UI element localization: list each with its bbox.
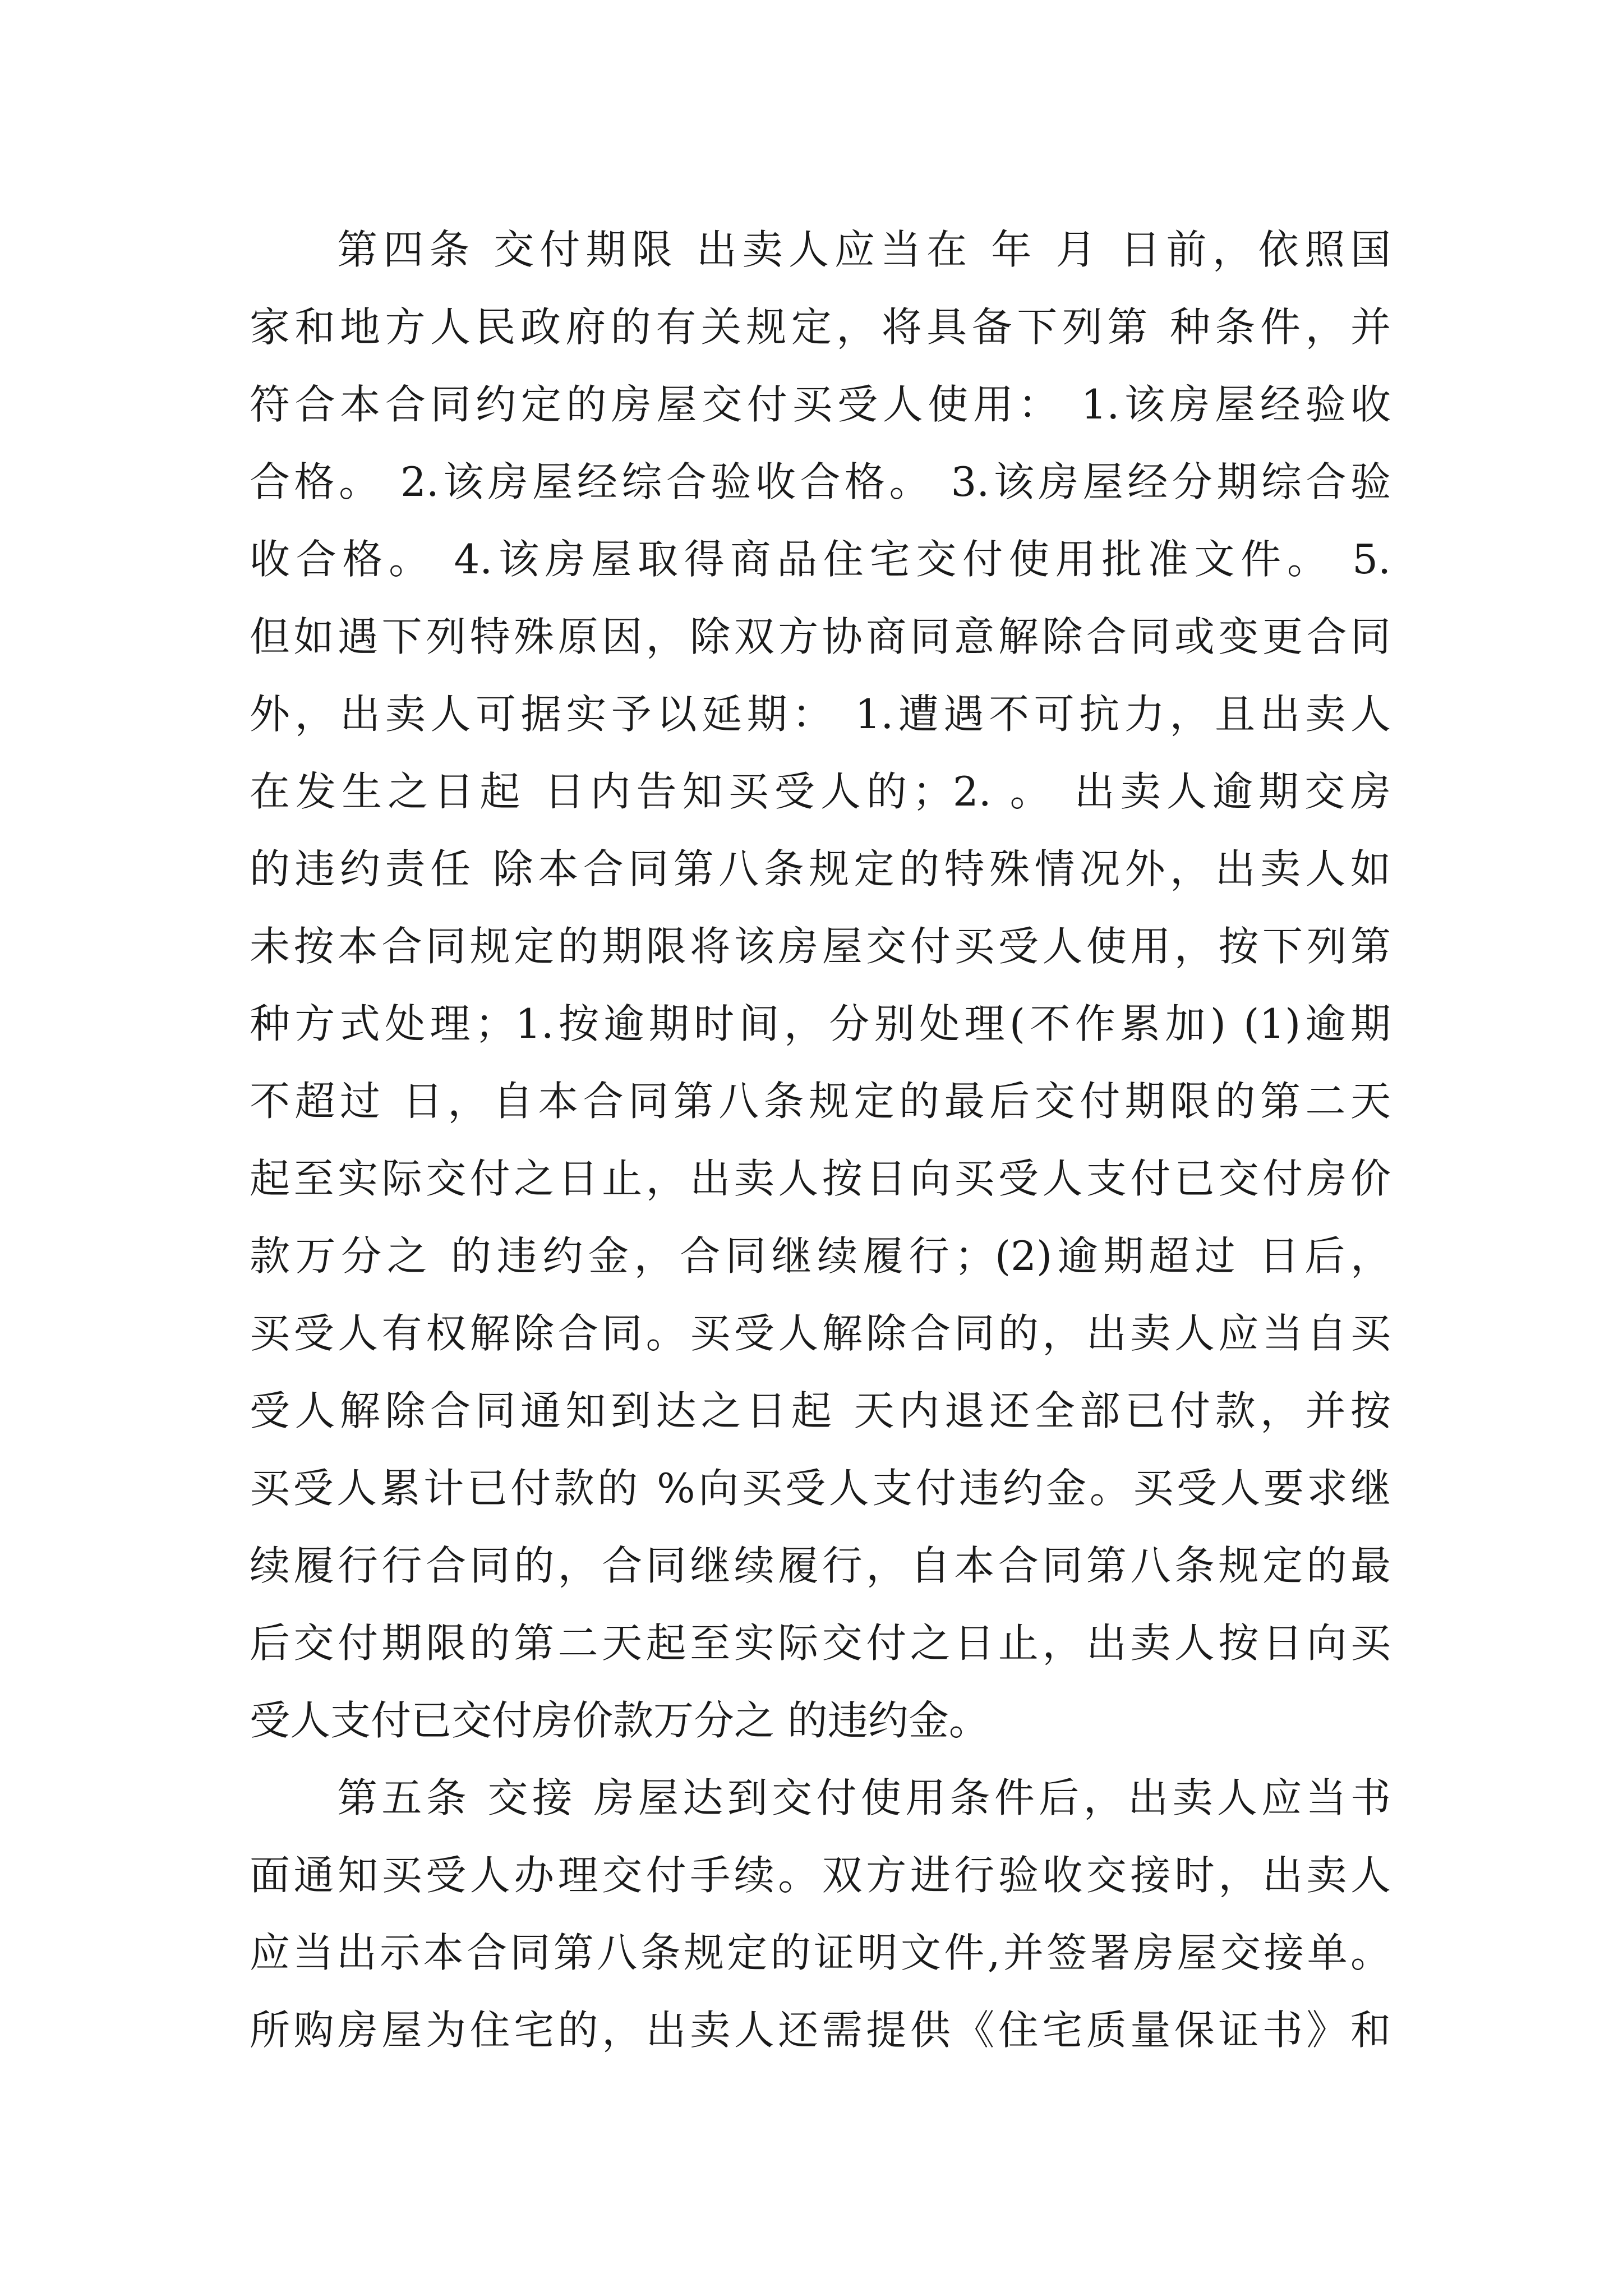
text-line: 受人支付已交付房价款万分之 的违约金。 [250, 1697, 989, 1744]
text-line: 收合格。 4.该房屋取得商品住宅交付使用批准文件。 5. [250, 536, 1391, 583]
text-line: 应当出示本合同第八条规定的证明文件,并签署房屋交接单。 [250, 1929, 1391, 1976]
text-line: 外，出卖人可据实予以延期： 1.遭遇不可抗力，且出卖人 [250, 691, 1391, 738]
text-line: 的违约责任 除本合同第八条规定的特殊情况外，出卖人如 [250, 845, 1391, 892]
document-body [250, 211, 1391, 2069]
text-line: 不超过 日，自本合同第八条规定的最后交付期限的第二天 [250, 1078, 1391, 1125]
text-line: 符合本合同约定的房屋交付买受人使用： 1.该房屋经验收 [250, 381, 1391, 428]
text-line: 买受人有权解除合同。买受人解除合同的，出卖人应当自买 [250, 1310, 1391, 1357]
paragraph-article-5 [250, 1759, 1391, 2069]
text-line: 起至实际交付之日止，出卖人按日向买受人支付已交付房价 [250, 1155, 1391, 1202]
text-line: 家和地方人民政府的有关规定，将具备下列第 种条件，并 [250, 303, 1391, 351]
text-line: 但如遇下列特殊原因，除双方协商同意解除合同或变更合同 [250, 613, 1391, 660]
text-line: 面通知买受人办理交付手续。双方进行验收交接时，出卖人 [250, 1852, 1391, 1899]
text-line: 在发生之日起 日内告知买受人的；2. 。 出卖人逾期交房 [250, 768, 1391, 815]
text-line: 所购房屋为住宅的，出卖人还需提供《住宅质量保证书》和 [250, 2007, 1391, 2054]
text-line: 未按本合同规定的期限将该房屋交付买受人使用，按下列第 [250, 923, 1391, 970]
text-line: 受人解除合同通知到达之日起 天内退还全部已付款，并按 [250, 1387, 1391, 1434]
text-line: 合格。 2.该房屋经综合验收合格。 3.该房屋经分期综合验 [250, 458, 1391, 505]
text-line: 第四条 交付期限 出卖人应当在 年 月 日前，依照国 [337, 226, 1391, 273]
text-line: 第五条 交接 房屋达到交付使用条件后，出卖人应当书 [337, 1774, 1391, 1821]
text-line: 续履行行合同的，合同继续履行，自本合同第八条规定的最 [250, 1542, 1391, 1589]
text-line: 后交付期限的第二天起至实际交付之日止，出卖人按日向买 [250, 1619, 1391, 1667]
text-line: 种方式处理；1.按逾期时间，分别处理(不作累加) (1)逾期 [250, 1000, 1391, 1047]
text-line: 买受人累计已付款的 %向买受人支付违约金。买受人要求继 [250, 1465, 1391, 1512]
text-line: 款万分之 的违约金，合同继续履行；(2)逾期超过 日后， [250, 1232, 1391, 1280]
paragraph-article-4 [250, 211, 1391, 1759]
